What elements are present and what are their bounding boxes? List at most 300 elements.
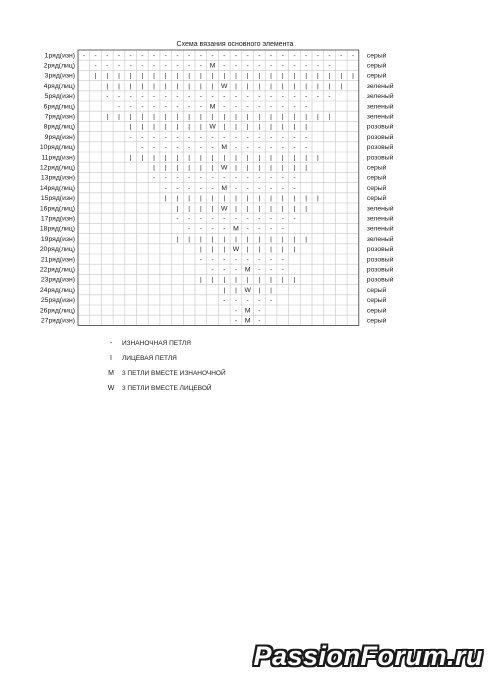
stitch-symbol: - xyxy=(281,52,284,60)
row-label: 9ряд(изн) xyxy=(44,133,75,141)
row-label: 8ряд(лиц) xyxy=(43,123,75,131)
row-label: 13ряд(изн) xyxy=(40,174,75,182)
stitch-symbol: | xyxy=(316,195,319,203)
stitch-symbol: | xyxy=(293,276,296,284)
stitch-symbol: - xyxy=(281,184,284,192)
stitch-symbol: - xyxy=(293,62,296,70)
legend-description: 3 ПЕТЛИ ВМЕСТЕ ИЗНАНОЧНОЙ xyxy=(122,370,226,377)
stitch-symbol: | xyxy=(316,154,319,162)
stitch-symbol: - xyxy=(293,184,296,192)
legend-symbol: M xyxy=(108,370,114,377)
stitch-symbol: - xyxy=(211,184,214,192)
stitch-symbol: - xyxy=(199,52,202,60)
stitch-symbol: - xyxy=(223,93,226,101)
stitch-symbol: | xyxy=(153,123,155,131)
stitch-symbol: | xyxy=(258,235,261,243)
stitch-symbol: | xyxy=(211,113,214,121)
stitch-symbol: - xyxy=(152,52,156,60)
stitch-symbol: - xyxy=(293,174,296,182)
stitch-symbol: - xyxy=(129,133,132,141)
stitch-symbol: | xyxy=(281,195,284,203)
stitch-symbol: - xyxy=(281,256,284,264)
row-label: 5ряд(изн) xyxy=(44,93,75,101)
row-color: розовый xyxy=(366,133,394,141)
stitch-symbol: - xyxy=(223,215,226,223)
stitch-symbol: - xyxy=(258,307,261,315)
stitch-symbol: | xyxy=(223,113,226,121)
stitch-symbol: | xyxy=(246,72,249,80)
stitch-symbol: | xyxy=(188,123,191,131)
stitch-symbol: - xyxy=(258,266,261,274)
stitch-symbol: - xyxy=(246,256,249,264)
stitch-symbol: - xyxy=(234,133,238,141)
stitch-symbol: | xyxy=(246,235,249,243)
stitch-symbol: - xyxy=(281,174,284,182)
stitch-symbol: | xyxy=(293,72,296,80)
stitch-symbol: | xyxy=(129,123,132,131)
stitch-symbol: - xyxy=(293,93,296,101)
stitch-symbol: W xyxy=(221,205,228,213)
row-color: серый xyxy=(366,195,387,203)
stitch-symbol: | xyxy=(246,123,249,131)
stitch-symbol: - xyxy=(281,133,284,141)
stitch-symbol: - xyxy=(246,184,249,192)
row-label: 7ряд(изн) xyxy=(44,113,75,121)
stitch-symbol: | xyxy=(258,154,261,162)
stitch-symbol: - xyxy=(188,215,191,223)
stitch-symbol: | xyxy=(153,72,155,80)
stitch-symbol: - xyxy=(176,174,179,182)
stitch-symbol: - xyxy=(223,297,226,305)
stitch-symbol: - xyxy=(211,266,214,274)
stitch-symbol: | xyxy=(281,123,284,131)
stitch-symbol: | xyxy=(293,235,296,243)
stitch-symbol: | xyxy=(141,82,144,90)
row-color: серый xyxy=(366,62,387,70)
row-label: 16ряд(лиц) xyxy=(39,205,75,213)
stitch-symbol: - xyxy=(269,266,273,274)
row-color: серый xyxy=(366,72,387,80)
stitch-symbol: - xyxy=(152,144,156,152)
stitch-symbol: | xyxy=(340,72,343,80)
row-label: 6ряд(лиц) xyxy=(43,103,75,111)
stitch-symbol: | xyxy=(293,164,296,172)
stitch-symbol: - xyxy=(223,266,226,274)
stitch-symbol: - xyxy=(199,103,202,111)
stitch-symbol: - xyxy=(164,52,167,60)
stitch-symbol: | xyxy=(223,246,226,254)
stitch-symbol: - xyxy=(188,103,191,111)
legend-item xyxy=(100,351,226,366)
stitch-symbol: - xyxy=(164,62,167,70)
stitch-symbol: | xyxy=(293,154,296,162)
stitch-symbol: | xyxy=(305,164,308,172)
stitch-symbol: - xyxy=(106,62,109,70)
stitch-symbol: - xyxy=(141,133,144,141)
stitch-symbol: - xyxy=(316,62,319,70)
stitch-symbol: - xyxy=(258,144,261,152)
stitch-symbol: M xyxy=(244,317,251,325)
stitch-symbol: - xyxy=(269,103,273,111)
stitch-symbol: | xyxy=(199,276,202,284)
row-color: розовый xyxy=(366,266,394,274)
stitch-symbol: - xyxy=(211,144,214,152)
stitch-symbol: - xyxy=(164,133,167,141)
legend xyxy=(100,336,226,396)
stitch-symbol: - xyxy=(211,93,214,101)
stitch-symbol: - xyxy=(305,133,308,141)
row-color: розовый xyxy=(366,256,394,264)
stitch-symbol: | xyxy=(129,154,132,162)
stitch-symbol: - xyxy=(340,52,343,60)
stitch-symbol: | xyxy=(223,235,226,243)
stitch-symbol: | xyxy=(270,246,272,254)
stitch-symbol: | xyxy=(153,154,155,162)
stitch-symbol: - xyxy=(258,215,261,223)
stitch-symbol: | xyxy=(305,72,308,80)
stitch-symbol: - xyxy=(305,103,308,111)
stitch-symbol: - xyxy=(199,144,202,152)
stitch-symbol: | xyxy=(246,113,249,121)
stitch-symbol: | xyxy=(328,72,331,80)
stitch-symbol: | xyxy=(176,72,179,80)
stitch-symbol: - xyxy=(269,297,273,305)
stitch-symbol: - xyxy=(258,62,261,70)
stitch-symbol: | xyxy=(164,154,167,162)
row-color: серый xyxy=(366,317,387,325)
row-label: 10ряд(лиц) xyxy=(39,144,75,152)
stitch-symbol: | xyxy=(176,154,179,162)
stitch-symbol: - xyxy=(328,62,331,70)
stitch-symbol: | xyxy=(211,246,214,254)
stitch-symbol: | xyxy=(246,205,249,213)
stitch-symbol: - xyxy=(246,297,249,305)
stitch-symbol: | xyxy=(270,205,272,213)
stitch-symbol: | xyxy=(106,72,109,80)
row-color: зеленый xyxy=(366,113,394,121)
stitch-symbol: - xyxy=(269,225,273,233)
legend-description: 3 ПЕТЛИ ВМЕСТЕ ЛИЦЕВОЙ xyxy=(122,385,212,392)
stitch-symbol: M xyxy=(244,266,251,274)
stitch-symbol: | xyxy=(199,113,202,121)
stitch-symbol: - xyxy=(199,62,202,70)
stitch-symbol: | xyxy=(258,82,261,90)
stitch-symbol: | xyxy=(223,72,226,80)
stitch-symbol: - xyxy=(129,103,132,111)
stitch-symbol: | xyxy=(176,113,179,121)
row-label: 14ряд(лиц) xyxy=(39,184,75,192)
stitch-symbol: | xyxy=(328,113,331,121)
stitch-symbol: M xyxy=(233,225,239,233)
stitch-symbol: - xyxy=(328,52,331,60)
stitch-symbol: - xyxy=(234,52,238,60)
stitch-symbol: | xyxy=(270,164,272,172)
row-label: 21ряд(изн) xyxy=(40,256,75,264)
stitch-symbol: | xyxy=(340,82,343,90)
stitch-symbol: - xyxy=(211,256,214,264)
stitch-symbol: | xyxy=(258,246,261,254)
stitch-symbol: | xyxy=(246,246,249,254)
stitch-symbol: - xyxy=(129,93,132,101)
stitch-symbol: - xyxy=(328,93,331,101)
stitch-symbol: | xyxy=(246,195,249,203)
stitch-symbol: W xyxy=(221,82,228,90)
stitch-symbol: | xyxy=(316,82,319,90)
stitch-symbol: | xyxy=(118,82,120,90)
stitch-symbol: | xyxy=(164,82,167,90)
stitch-symbol: - xyxy=(305,93,308,101)
stitch-symbol: M xyxy=(221,144,228,152)
stitch-symbol: W xyxy=(209,123,216,131)
stitch-symbol: - xyxy=(141,52,144,60)
stitch-symbol: - xyxy=(293,133,296,141)
stitch-symbol: - xyxy=(106,52,109,60)
stitch-symbol: - xyxy=(152,133,156,141)
stitch-symbol: | xyxy=(141,123,144,131)
row-color: серый xyxy=(366,307,387,315)
stitch-symbol: - xyxy=(176,184,179,192)
stitch-symbol: - xyxy=(234,174,238,182)
stitch-symbol: - xyxy=(211,174,214,182)
stitch-symbol: | xyxy=(188,82,191,90)
row-label: 17ряд(изн) xyxy=(40,215,75,223)
stitch-symbol: | xyxy=(293,123,296,131)
stitch-symbol: - xyxy=(188,62,191,70)
legend-item xyxy=(100,366,226,381)
stitch-symbol: - xyxy=(281,103,284,111)
stitch-symbol: | xyxy=(316,113,319,121)
stitch-symbol: - xyxy=(269,52,273,60)
stitch-symbol: | xyxy=(199,123,202,131)
stitch-symbol: | xyxy=(223,195,226,203)
stitch-symbol: | xyxy=(305,154,308,162)
stitch-symbol: | xyxy=(141,113,144,121)
row-color: серый xyxy=(366,52,387,60)
stitch-symbol: | xyxy=(199,72,202,80)
stitch-symbol: - xyxy=(164,103,167,111)
stitch-symbol: - xyxy=(281,266,284,274)
row-color: серый xyxy=(366,286,387,294)
stitch-symbol: | xyxy=(164,195,167,203)
row-color: серый xyxy=(366,174,387,182)
stitch-symbol: - xyxy=(234,93,238,101)
stitch-symbol: - xyxy=(258,103,261,111)
stitch-symbol: - xyxy=(188,144,191,152)
stitch-symbol: | xyxy=(188,235,191,243)
stitch-symbol: - xyxy=(234,297,238,305)
stitch-symbol: - xyxy=(211,52,214,60)
stitch-symbol: | xyxy=(106,82,109,90)
stitch-symbol: - xyxy=(258,317,261,325)
stitch-symbol: - xyxy=(106,93,109,101)
stitch-symbol: | xyxy=(199,164,202,172)
stitch-symbol: - xyxy=(258,184,261,192)
stitch-symbol: M xyxy=(209,62,216,70)
stitch-symbol: | xyxy=(281,154,284,162)
stitch-symbol: - xyxy=(199,184,202,192)
stitch-symbol: | xyxy=(211,164,214,172)
row-label: 12ряд(лиц) xyxy=(39,164,75,172)
stitch-symbol: | xyxy=(141,154,144,162)
stitch-symbol: - xyxy=(305,52,308,60)
row-color: серый xyxy=(366,164,387,172)
stitch-symbol: - xyxy=(269,256,273,264)
stitch-symbol: - xyxy=(152,103,156,111)
stitch-symbol: - xyxy=(129,52,132,60)
stitch-symbol: | xyxy=(235,195,237,203)
stitch-symbol: - xyxy=(117,62,121,70)
stitch-symbol: | xyxy=(141,72,144,80)
stitch-symbol: | xyxy=(235,123,237,131)
stitch-symbol: - xyxy=(269,184,273,192)
stitch-symbol: | xyxy=(176,235,179,243)
stitch-symbol: | xyxy=(270,113,272,121)
stitch-symbol: | xyxy=(199,246,202,254)
stitch-symbol: - xyxy=(176,133,179,141)
stitch-symbol: | xyxy=(258,286,261,294)
stitch-symbol: - xyxy=(199,256,202,264)
stitch-symbol: - xyxy=(316,93,319,101)
stitch-symbol: - xyxy=(281,93,284,101)
stitch-symbol: - xyxy=(223,133,226,141)
stitch-symbol: - xyxy=(129,62,132,70)
stitch-symbol: | xyxy=(164,113,167,121)
stitch-symbol: | xyxy=(211,205,214,213)
stitch-symbol: | xyxy=(281,113,284,121)
stitch-symbol: - xyxy=(94,52,97,60)
stitch-symbol: - xyxy=(234,103,238,111)
stitch-symbol: | xyxy=(258,113,261,121)
stitch-symbol: | xyxy=(211,72,214,80)
stitch-symbol: - xyxy=(234,256,238,264)
stitch-symbol: | xyxy=(153,82,155,90)
stitch-symbol: | xyxy=(223,154,226,162)
row-color: зеленый xyxy=(366,235,394,243)
stitch-symbol: | xyxy=(270,286,272,294)
stitch-symbol: | xyxy=(118,72,120,80)
row-label: 25ряд(изн) xyxy=(40,297,75,305)
stitch-symbol: | xyxy=(129,72,132,80)
stitch-symbol: | xyxy=(106,113,109,121)
stitch-symbol: W xyxy=(232,246,240,254)
stitch-symbol: - xyxy=(246,93,249,101)
stitch-symbol: - xyxy=(246,103,249,111)
stitch-symbol: | xyxy=(258,164,261,172)
row-color: розовый xyxy=(366,154,394,162)
stitch-symbol: - xyxy=(199,215,202,223)
stitch-symbol: | xyxy=(246,276,249,284)
row-color: зеленый xyxy=(366,93,394,101)
row-label: 19ряд(изн) xyxy=(40,235,75,243)
stitch-symbol: | xyxy=(188,113,191,121)
stitch-symbol: | xyxy=(223,123,226,131)
stitch-symbol: | xyxy=(223,286,226,294)
row-label: 15ряд(изн) xyxy=(40,195,75,203)
stitch-symbol: - xyxy=(152,93,156,101)
stitch-symbol: - xyxy=(269,174,273,182)
stitch-symbol: | xyxy=(235,154,237,162)
stitch-symbol: | xyxy=(305,82,308,90)
row-label: 23ряд(изн) xyxy=(40,276,75,284)
stitch-symbol: - xyxy=(199,174,202,182)
stitch-symbol: | xyxy=(211,235,214,243)
stitch-symbol: | xyxy=(270,82,272,90)
stitch-symbol: - xyxy=(188,184,191,192)
stitch-symbol: - xyxy=(258,297,261,305)
stitch-symbol: - xyxy=(117,52,121,60)
stitch-symbol: - xyxy=(269,133,273,141)
stitch-symbol: - xyxy=(293,52,296,60)
row-label: 1ряд(изн) xyxy=(44,52,75,60)
stitch-symbol: - xyxy=(211,215,214,223)
stitch-symbol: | xyxy=(293,195,296,203)
row-color: розовый xyxy=(366,123,394,131)
stitch-symbol: | xyxy=(129,82,132,90)
stitch-symbol: | xyxy=(188,164,191,172)
stitch-symbol: | xyxy=(270,276,272,284)
stitch-symbol: | xyxy=(176,82,179,90)
stitch-symbol: - xyxy=(117,93,121,101)
stitch-symbol: | xyxy=(305,195,308,203)
stitch-symbol: - xyxy=(246,215,249,223)
stitch-symbol: - xyxy=(188,133,191,141)
stitch-symbol: | xyxy=(235,286,237,294)
stitch-symbol: | xyxy=(188,72,191,80)
stitch-symbol: | xyxy=(305,113,308,121)
stitch-symbol: M xyxy=(244,307,251,315)
stitch-symbol: - xyxy=(269,215,273,223)
stitch-symbol: | xyxy=(281,246,284,254)
stitch-symbol: - xyxy=(152,62,156,70)
stitch-symbol: | xyxy=(94,72,97,80)
row-label: 22ряд(лиц) xyxy=(39,266,75,274)
row-label: 2ряд(лиц) xyxy=(43,62,75,70)
stitch-symbol: | xyxy=(211,276,214,284)
stitch-symbol: | xyxy=(188,195,191,203)
stitch-symbol: - xyxy=(141,93,144,101)
stitch-symbol: - xyxy=(199,133,202,141)
legend-symbol: - xyxy=(109,340,113,347)
stitch-symbol: - xyxy=(258,225,261,233)
stitch-symbol: - xyxy=(223,174,226,182)
stitch-symbol: - xyxy=(223,62,226,70)
stitch-symbol: - xyxy=(223,103,226,111)
stitch-symbol: - xyxy=(246,174,249,182)
stitch-symbol: - xyxy=(258,133,261,141)
stitch-symbol: - xyxy=(269,144,273,152)
stitch-symbol: - xyxy=(316,52,319,60)
stitch-symbol: | xyxy=(211,154,214,162)
row-color: розовый xyxy=(366,144,394,152)
stitch-symbol: | xyxy=(188,205,191,213)
stitch-symbol: | xyxy=(246,164,249,172)
stitch-symbol: - xyxy=(281,144,284,152)
stitch-symbol: | xyxy=(164,164,167,172)
stitch-symbol: | xyxy=(352,72,354,80)
stitch-symbol: - xyxy=(176,52,179,60)
stitch-symbol: | xyxy=(258,123,261,131)
stitch-symbol: | xyxy=(118,113,120,121)
stitch-symbol: - xyxy=(281,215,284,223)
stitch-symbol: - xyxy=(246,225,249,233)
stitch-symbol: - xyxy=(246,52,249,60)
stitch-symbol: | xyxy=(176,195,179,203)
stitch-symbol: | xyxy=(235,235,237,243)
row-label: 18ряд(лиц) xyxy=(39,225,75,233)
stitch-symbol: | xyxy=(270,72,272,80)
stitch-symbol: - xyxy=(176,215,179,223)
stitch-symbol: - xyxy=(293,103,296,111)
